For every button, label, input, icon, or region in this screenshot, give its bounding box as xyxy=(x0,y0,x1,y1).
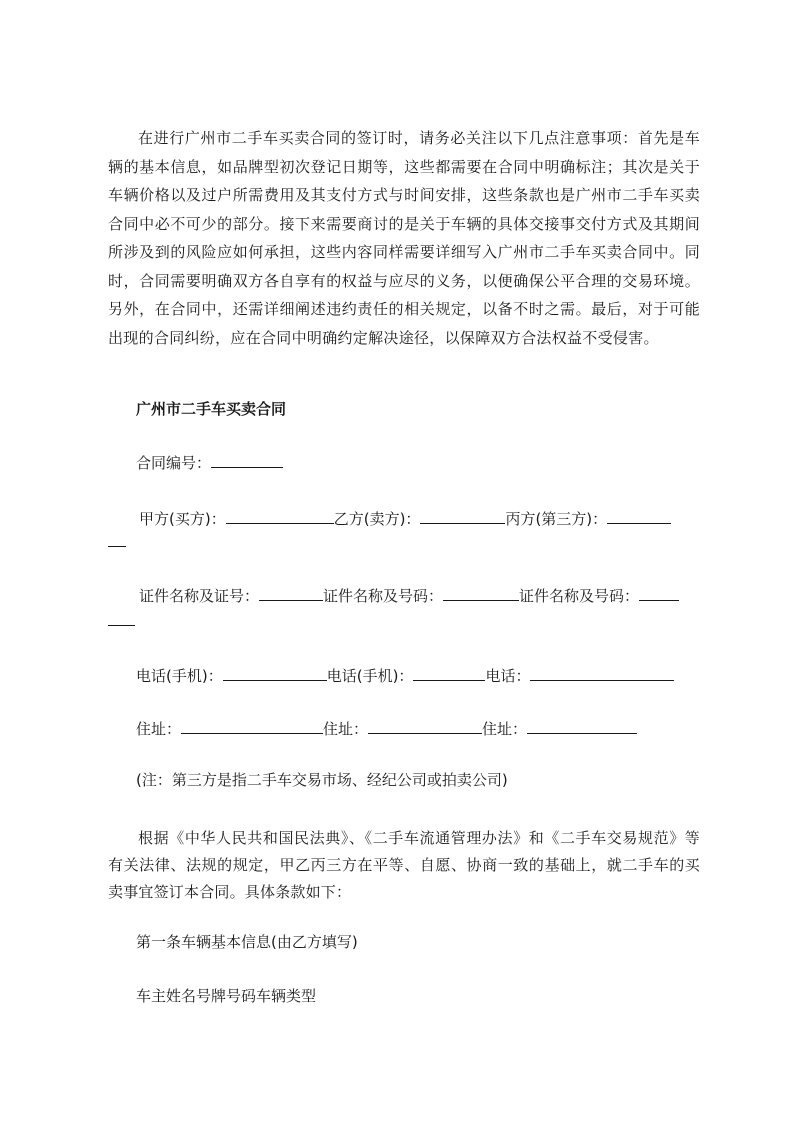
phone-field-3[interactable] xyxy=(530,664,674,681)
address-label-2: 住址： xyxy=(323,720,369,738)
address-field-2[interactable] xyxy=(368,717,482,734)
phone-field-2[interactable] xyxy=(413,664,485,681)
address-field-1[interactable] xyxy=(181,717,323,734)
address-label-1: 住址： xyxy=(136,720,182,738)
intro-paragraph: 在进行广州市二手车买卖合同的签订时，请务必关注以下几点注意事项：首先是车辆的基本信息，如品牌型初次登记日期等，这些都需要在合同中明确标注；其次是关于车辆价格以及过户所需费用及其支付方式与时间安排，这些条款也是广州市二手车买卖合同中必不可少的部分。接下来需要商讨的是关于车辆的具体交接事交付方式及其期间所涉及到的风险应如何承担，这些内容同样需要详细写入广州市二手车买卖合同中。同时，合同需要明确双方各自享有的权益与应尽的义务，以便确保公平合理的交易环境。另外，在合同中，还需详细阐述违约责任的相关规定，以备不时之需。最后，对于可能出现的合同纠纷，应在合同中明确约定解决途径，以保障双方合法权益不受侵害。 xyxy=(108,129,700,347)
id-row xyxy=(139,584,679,606)
address-row xyxy=(136,717,637,739)
address-field-3[interactable] xyxy=(527,717,637,734)
party-b-label: 乙方(卖方)： xyxy=(333,510,421,528)
id-field-3[interactable] xyxy=(639,584,679,601)
id-label-3: 证件名称及号码： xyxy=(519,587,640,605)
phone-label-1: 电话(手机)： xyxy=(136,667,223,685)
id-field-3-continued[interactable] xyxy=(108,625,135,626)
party-a-label: 甲方(买方)： xyxy=(139,510,226,528)
id-field-2[interactable] xyxy=(443,584,519,601)
contract-title: 广州市二手车买卖合同 xyxy=(136,400,287,418)
vehicle-table-header: 车主姓名号牌号码车辆类型 xyxy=(136,987,317,1005)
contract-number-field[interactable] xyxy=(211,451,283,468)
phone-row xyxy=(136,664,674,686)
parties-row xyxy=(139,507,671,529)
address-label-3: 住址： xyxy=(482,720,528,738)
phone-field-1[interactable] xyxy=(223,664,327,681)
party-c-label: 丙方(第三方)： xyxy=(505,510,608,528)
id-label-1: 证件名称及证号： xyxy=(139,587,260,605)
party-b-field[interactable] xyxy=(420,507,505,524)
party-c-field-continued[interactable] xyxy=(108,546,126,547)
id-label-2: 证件名称及号码： xyxy=(323,587,444,605)
id-field-1[interactable] xyxy=(259,584,323,601)
party-c-field[interactable] xyxy=(607,507,671,524)
contract-number-label: 合同编号： xyxy=(136,454,212,472)
third-party-note: (注：第三方是指二手车交易市场、经纪公司或拍卖公司) xyxy=(136,771,508,789)
phone-label-2: 电话(手机)： xyxy=(326,667,414,685)
legal-basis-paragraph: 根据《中华人民共和国民法典》、《二手车流通管理办法》和《二手车交易规范》等有关法律、法规的规定，甲乙丙三方在平等、自愿、协商一致的基础上，就二手车的买卖事宜签订本合同。具体条款如下： xyxy=(108,829,700,901)
party-a-field[interactable] xyxy=(226,507,334,524)
contract-number-row xyxy=(136,451,283,473)
phone-label-3: 电话： xyxy=(485,667,531,685)
article-1-title: 第一条车辆基本信息(由乙方填写) xyxy=(136,933,358,951)
